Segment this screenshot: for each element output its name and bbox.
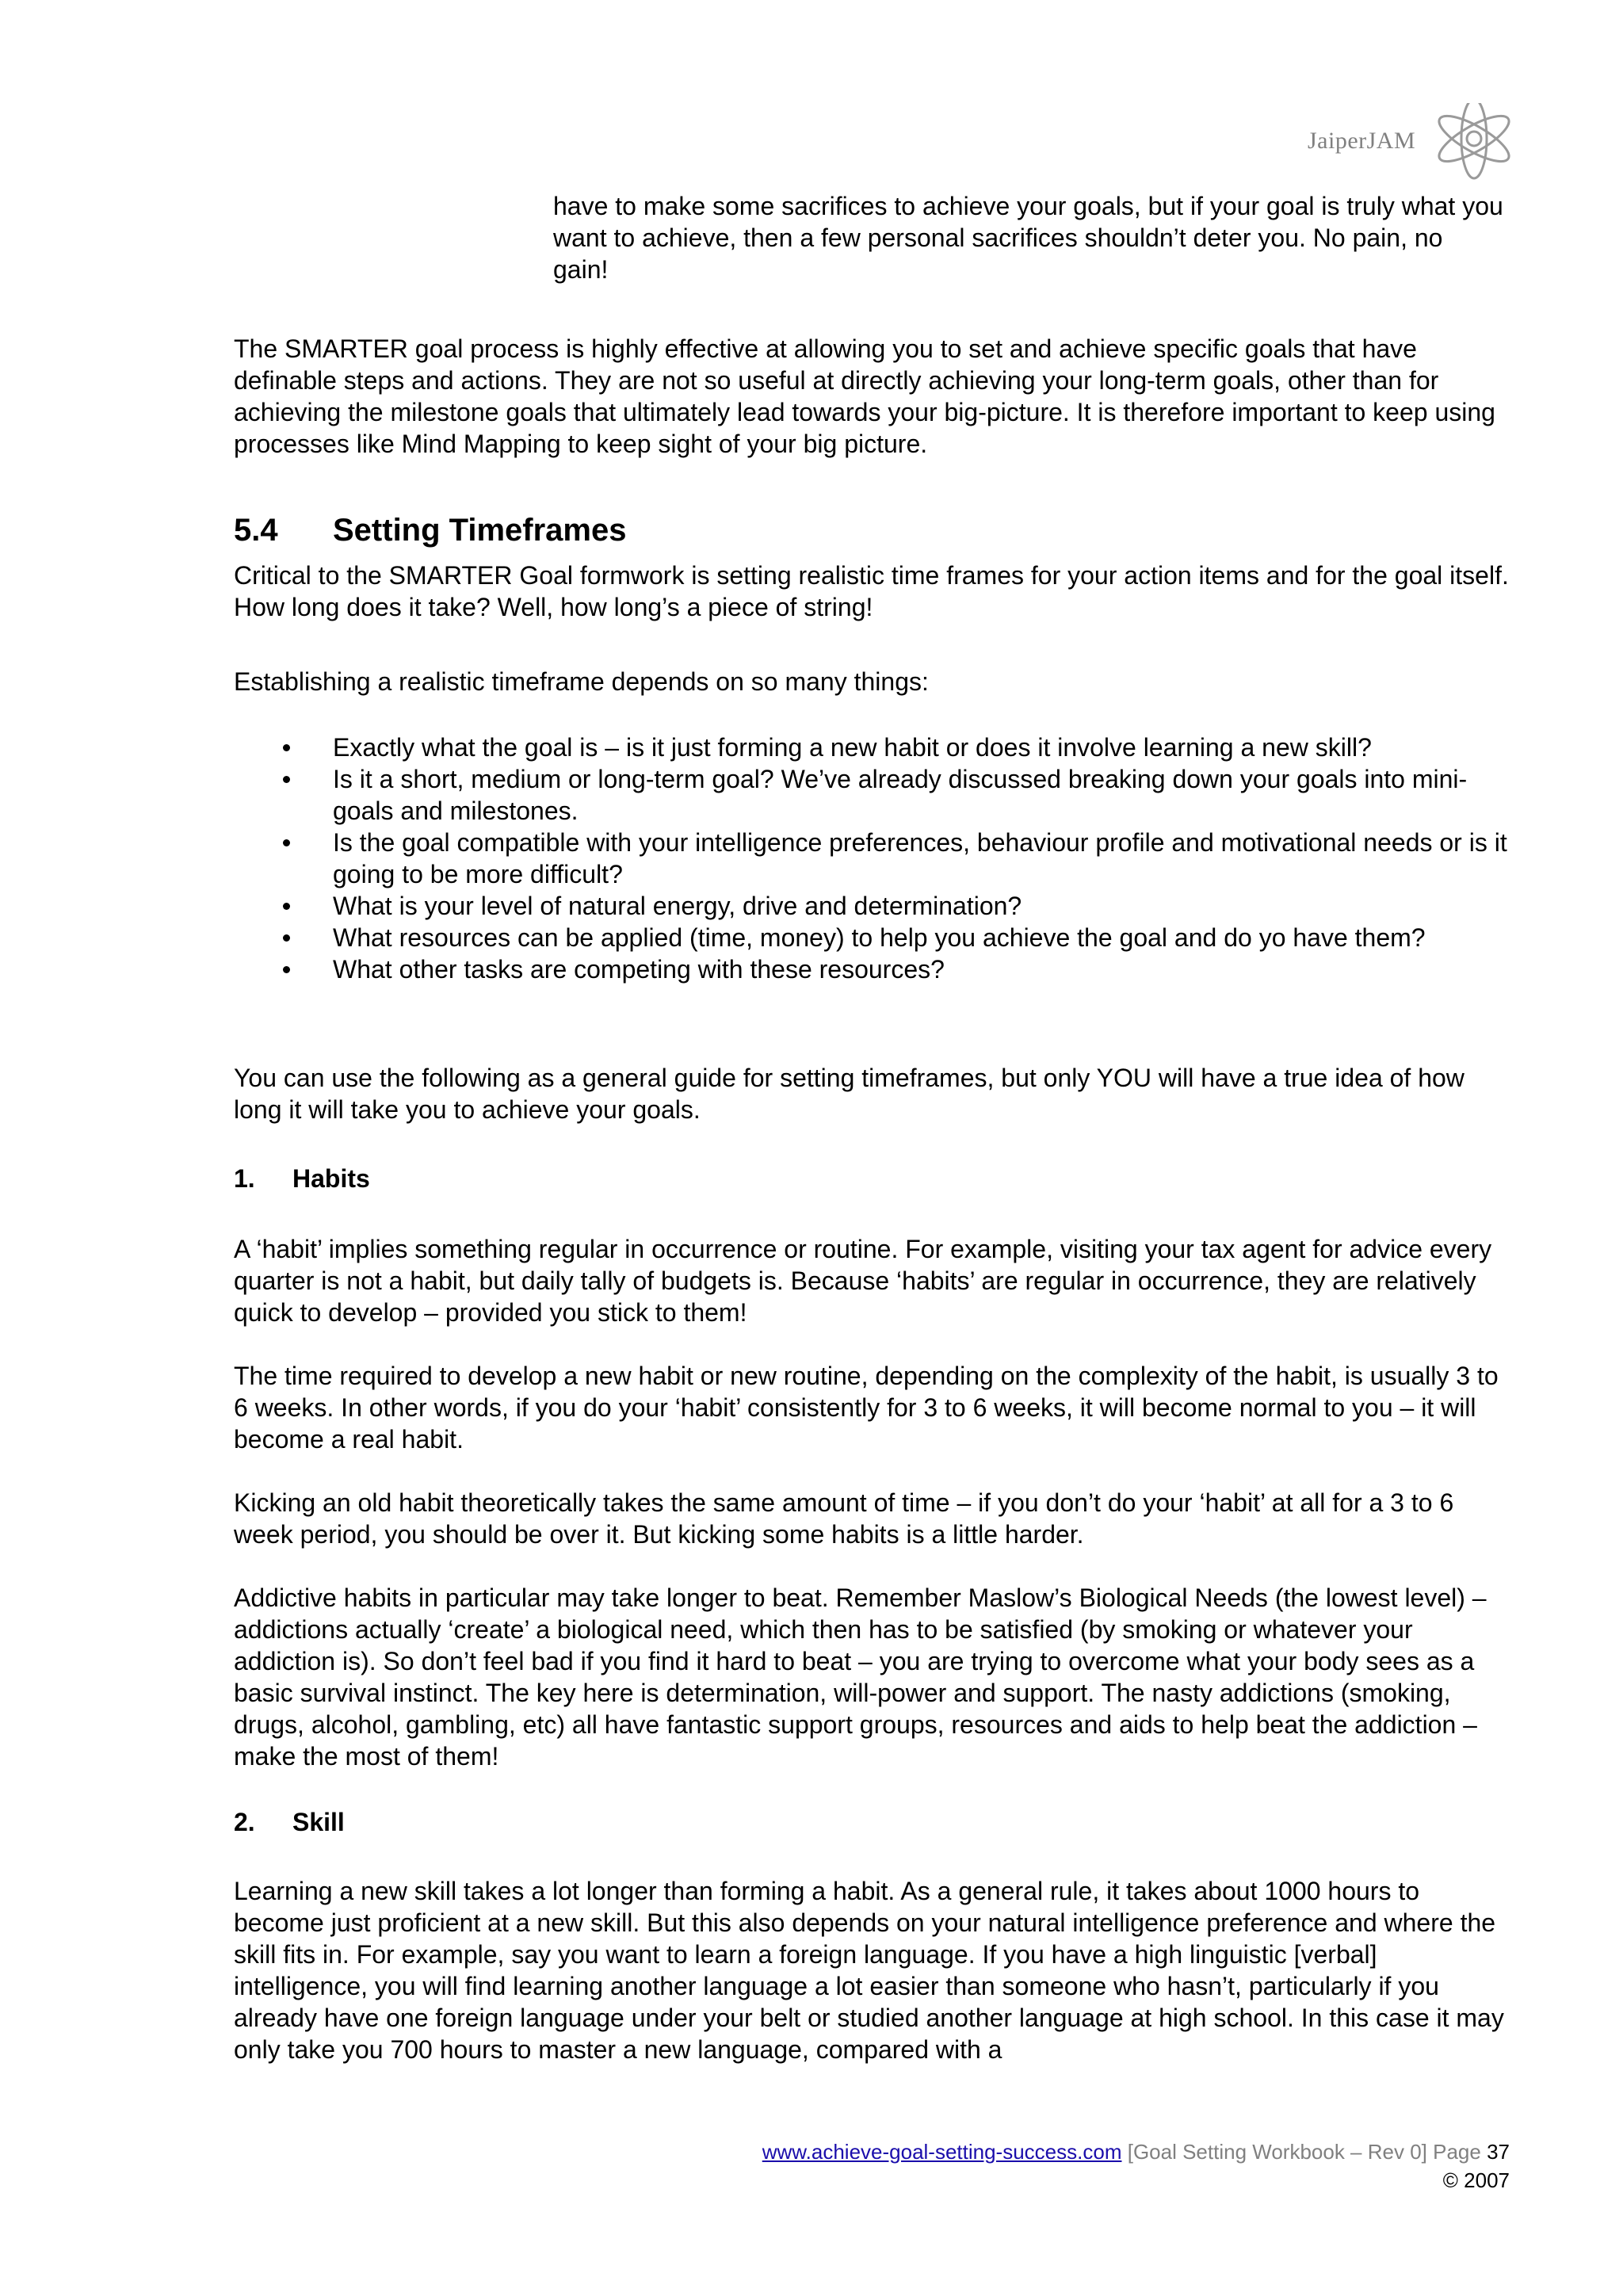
bullet-icon xyxy=(283,903,290,910)
paragraph-habits-4: Addictive habits in particular may take longer to beat. Remember Maslow’s Biological Needs (the lowest level) – addictions actually ‘create’ a biological need, which then has to be satisfied (by smoking or whatever your addiction is). So don’t feel bad if you find it hard to beat – you are trying to overcome what your body sees as a basic survival instinct. The key here is determination, will-power and support. The nasty addictions (smoking, drugs, alcohol, gambling, etc) all have fantastic support groups, resources and aids to help beat the addiction – make the most of them! xyxy=(234,1584,1487,1771)
footer-copyright: © 2007 xyxy=(1442,2168,1510,2192)
header-logo xyxy=(1300,103,1529,182)
list-item: What is your level of natural energy, drive and determination? xyxy=(234,890,1510,922)
list-item: Is the goal compatible with your intelligence preferences, behaviour profile and motivational needs or is it going to be more difficult? xyxy=(234,827,1510,890)
subheading-skill: 2. Skill xyxy=(234,1808,345,1836)
footer-doc-title: [Goal Setting Workbook – Rev 0] xyxy=(1127,2140,1427,2164)
paragraph-habits-3: Kicking an old habit theoretically takes the same amount of time – if you don’t do your ‘habit’ at all for a 3 to 6 week period, you should be over it. But kicking some habits is a little harder. xyxy=(234,1488,1454,1549)
footer-page-label: Page xyxy=(1433,2140,1481,2164)
list-item: What other tasks are competing with these resources? xyxy=(234,953,1510,985)
paragraph-smarter: The SMARTER goal process is highly effective at allowing you to set and achieve specific goals that have definable steps and actions. They are not so useful at directly achieving your long-term goals, other than for achieving the milestone goals that ultimately lead towards your big-picture. It is therefore important to keep using processes like Mind Mapping to keep sight of your big picture. xyxy=(234,334,1495,458)
subheading-habits: 1. Habits xyxy=(234,1164,370,1193)
section-title: Setting Timeframes xyxy=(333,513,627,548)
timeframe-factors-list xyxy=(234,732,1510,985)
bullet-icon xyxy=(283,776,290,783)
list-item: Is it a short, medium or long-term goal? We’ve already discussed breaking down your goals into mini-goals and milestones. xyxy=(234,763,1510,827)
footer-page-number: 37 xyxy=(1487,2140,1510,2164)
bullet-icon xyxy=(283,839,290,846)
bullet-icon xyxy=(283,934,290,942)
section-heading xyxy=(234,511,627,549)
footer-link[interactable]: www.achieve-goal-setting-success.com xyxy=(762,2140,1122,2164)
atom-icon xyxy=(1426,103,1522,182)
brand-name: JaiperJAM xyxy=(1308,128,1416,154)
paragraph-skill-1: Learning a new skill takes a lot longer than forming a habit. As a general rule, it takes about 1000 hours to become just proficient at a new skill. But this also depends on your natural intelligence preference and where the skill fits in. For example, say you want to learn a foreign language. If you have a high linguistic [verbal] intelligence, you will find learning another language a lot easier than someone who hasn’t, particularly if you already have one foreign language under your belt or studied another language at high school. In this case it may only take you 700 hours to master a new language, compared with a xyxy=(234,1877,1504,2064)
list-item: What resources can be applied (time, money) to help you achieve the goal and do yo have them? xyxy=(234,922,1510,953)
page-footer xyxy=(762,2137,1510,2195)
paragraph-habits-1: A ‘habit’ implies something regular in occurrence or routine. For example, visiting your tax agent for advice every quarter is not a habit, but daily tally of budgets is. Because ‘habits’ are regular in occurrence, they are relatively quick to develop – provided you stick to them! xyxy=(234,1235,1492,1327)
intro-continuation: have to make some sacrifices to achieve your goals, but if your goal is truly what you want to achieve, then a few personal sacrifices shouldn’t deter you. No pain, no gain! xyxy=(553,192,1503,284)
paragraph-habits-2: The time required to develop a new habit or new routine, depending on the complexity of the habit, is usually 3 to 6 weeks. In other words, if you do your ‘habit’ consistently for 3 to 6 weeks, it will become normal to you – it will become a real habit. xyxy=(234,1362,1499,1454)
paragraph-guide: You can use the following as a general guide for setting timeframes, but only YOU will have a true idea of how long it will take you to achieve your goals. xyxy=(234,1064,1465,1124)
bullet-icon xyxy=(283,966,290,973)
paragraph-establishing: Establishing a realistic timeframe depends on so many things: xyxy=(234,667,929,696)
bullet-icon xyxy=(283,744,290,751)
list-item: Exactly what the goal is – is it just forming a new habit or does it involve learning a new skill? xyxy=(234,732,1510,763)
paragraph-critical: Critical to the SMARTER Goal formwork is setting realistic time frames for your action items and for the goal itself. How long does it take? Well, how long’s a piece of string! xyxy=(234,561,1509,621)
section-number: 5.4 xyxy=(234,513,278,548)
